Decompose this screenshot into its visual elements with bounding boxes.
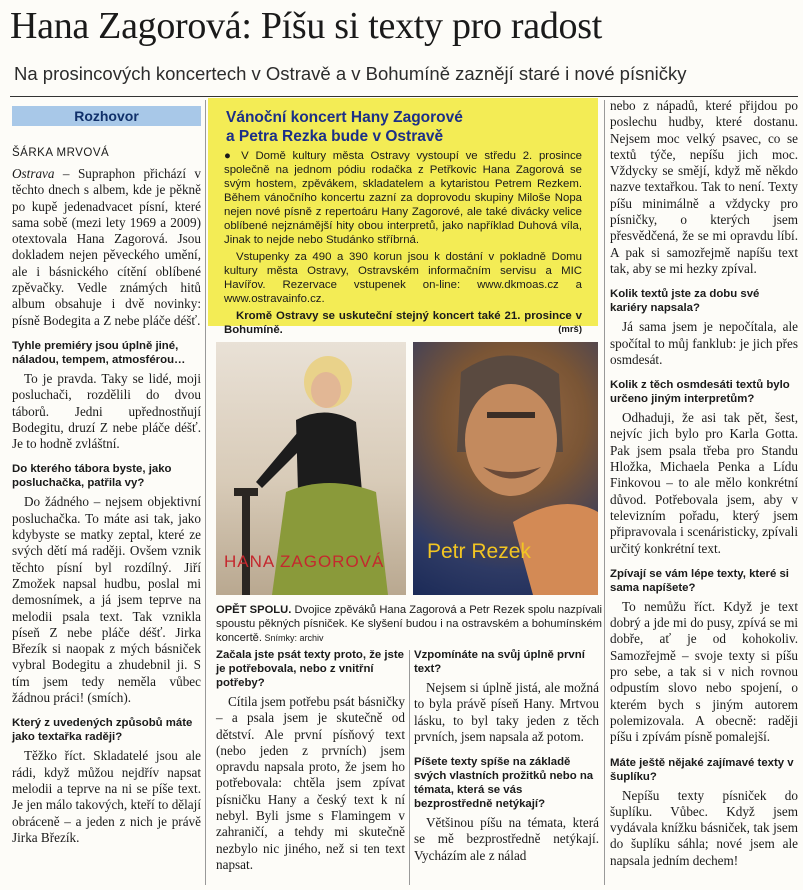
box-paragraph: ● V Domě kultury města Ostravy vystoupí ve středu 2. prosince společně na jednom pódiu rodačka z Petřkovic Hana Zagorová se svým hostem, zpěvákem, skladatelem a kytaristou Petrem Rezkem. Během vánočního koncertu zazní za doprovodu skupiny Miloše Nopa nejen nové písně z repertoáru Hany Zagorové, ale také divácky velice oblíbené nejznámější hity obou interpretů, jako například Duhová víla, Jinak to nejde nebo Studánko stříbrná. (224, 150, 582, 246)
box-bold-note: Kromě Ostravy se uskuteční stejný koncert také 21. prosince v Bohumíně. (224, 310, 582, 336)
answer: Nepíšu texty písniček do šuplíku. Vůbec. Když jsem vydávala knížku básniček, tak jsem do šuplíku sáhla; nové jsem ale napsala jedním dechem! (610, 787, 798, 868)
photo-petr-rezek (413, 342, 598, 595)
column-divider (409, 650, 410, 885)
question: Vzpomínáte na svůj úplně první text? (414, 649, 585, 675)
answer: To nemůžu říct. Když je text dobrý a jde mi do pusy, zpívá se mi dobře, ať je od kohokoliv. Samozřejmě – svoje texty si píšu pro sebe, a tak si v nich rovnou odpustím slovo nebo spojení, o kterém bych s jiným autorem polemizovala. A obecně: raději píšu i zpívám písně pomalejší. (610, 598, 798, 745)
rezek-photo-label: Petr Rezek (427, 540, 531, 563)
answer: Cítila jsem potřebu psát básničky – a psala jsem je skutečně od dětství. Ale první písňový text (nebo jeden z prvních) jsem opravdu napsala proto, že jsem ho potřebovala: chtěla jsem zpívat písničku Hany a český text k ní nebyl. Byli jsme s Flamingem v zahraničí, a tehdy mi skutečně nezbylo nic jiného, než si ten text napsat. (216, 694, 405, 872)
caption-text: Dvojice zpěváků Hana Zagorová a Petr Rezek spolu nazpívali spoustu pěkných písniček. Ke slyšení budou i na ostravském a bohumínském koncertě. (216, 604, 602, 645)
box-title (208, 98, 598, 146)
column-4 (610, 98, 798, 869)
answer: Já sama jsem je nepočítala, ale spočítal to můj fanklub: je jich přes osmdesát. (610, 319, 798, 367)
column-1 (12, 166, 201, 846)
column-2 (216, 648, 405, 873)
answer: Většinou píšu na témata, která se mě bezprostředně netýkají. Vycházím ale z nálad (414, 815, 599, 863)
answer: Odhaduji, že asi tak pět, šest, nejvíc jich bylo pro Karla Gotta. Pak jsem psala třeba pro Standu Hložka, Michaela Penka a Lídu Finkovou – to ale mělo konkrétní důvod. Potřebovala jsem, aby v televizním pořadu, který jsem připravovala i scenáristicky, zpívali určitý konkrétní text. (610, 410, 798, 556)
column-divider (604, 100, 605, 885)
box-title-line: Vánoční koncert Hany Zagorové (226, 109, 463, 126)
box-title-line: a Petra Rezka bude v Ostravě (226, 128, 444, 145)
lead-text: – Supraphon přichází v těchto dnech s albem, kde je pěkně po kupě jedenadvacet písní, které sama sobě (mezi lety 1969 a 2009) otextovala Hana Zagorová. Jsou dokladem nejen pěveckého umění, ale i básnického cítění oblíbené zpěvačky. Vedle známých hitů album obsahuje i dvě novinky: písně Bodegita a Z nebe pláče déšť. (12, 166, 201, 328)
box-paragraph: Vstupenky za 490 a 390 korun jsou k dostání v pokladně Domu kultury města Ostravy, Ostravském informačním servisu a MIC Havířov. Rezervace vstupenek on-line: www.dkmoas.cz a www.ostravainfo.cz. (224, 251, 582, 305)
question: Zpívají se vám lépe texty, které si sama napíšete? (610, 567, 789, 594)
section-tag: Rozhovor (12, 106, 201, 126)
question: Máte ještě nějaké zajímavé texty v šuplíku? (610, 756, 794, 783)
author-byline: ŠÁRKA MRVOVÁ (12, 147, 110, 159)
photo-hana-zagorova (216, 342, 406, 595)
question: Který z uvedených způsobů máte jako textařka raději? (12, 717, 193, 744)
answer: Těžko říct. Skladatelé jsou ale rádi, když můžou nejdřív napsat melodii a teprve na ni se píše text. Je jen málo takových, kteří to dělají obráceně – a jeden z nich je právě Jirka Březík. (12, 748, 201, 845)
question: Píšete texty spíše na základě svých vlastních prožitků nebo na témata, která se vás bezprostředně netýkají? (414, 756, 594, 811)
question: Do kterého tábora byste, jako posluchačka, patřila vy? (12, 463, 172, 490)
box-paragraph (224, 309, 582, 337)
hana-photo-label: HANA ZAGOROVÁ (224, 552, 385, 571)
question: Začala jste psát texty proto, že jste je potřebovala, nebo z vnitřní potřeby? (216, 649, 405, 689)
photo-caption (216, 603, 602, 646)
answer: nebo z nápadů, které přijdou po poslechu hudby, které dostanu. Nejsem moc velký psavec, co se textů týče, nepíšu jich moc. Vždycky se smějí, když mě někdo nazve textařkou. Tak to není. Texty píšu minimálně a vždycky pro písničky, o kterých jsem přesvědčená, že se mi opravdu líbí. A pak si samozřejmě napíšu text tak, aby se mi hezky zpíval. (610, 98, 798, 276)
box-signature: (mrš) (558, 324, 582, 335)
answer: To je pravda. Taky se lidé, moji posluchači, rozdělili do dvou táborů. Jedni upřednostňují Bodegitu, druzí Z nebe pláče déšť. Je to hodně zvláštní. (12, 370, 201, 452)
answer: Nejsem si úplně jistá, ale možná to byla právě píseň Hany. Mrtvou lásku, to byl taky jeden z těch prvních, jsem napsala až potom. (414, 680, 599, 744)
subheadline: Na prosincových koncertech v Ostravě a v Bohumíně zaznějí staré i nové písničky (14, 63, 687, 84)
column-3 (414, 648, 599, 864)
header-rule (10, 96, 798, 97)
question: Tyhle premiéry jsou úplně jiné, náladou, tempem, atmosférou… (12, 339, 186, 366)
lead-city: Ostrava (12, 166, 55, 181)
lead-paragraph (12, 166, 201, 329)
box-body (208, 146, 598, 337)
concert-info-box (208, 98, 598, 336)
caption-lead: OPĚT SPOLU. (216, 604, 292, 616)
headline: Hana Zagorová: Píšu si texty pro radost (10, 5, 602, 47)
column-divider (205, 100, 206, 885)
question: Kolik z těch osmdesáti textů bylo určeno jiným interpretům? (610, 379, 790, 406)
answer: Do žádného – nejsem objektivní posluchačka. To máte asi tak, jako kdybyste se matky zeptal, které ze svých dětí má raději. Ovšem vznik těchto písní byl rozdílný. Jiří Zmožek napsal hudbu, poslal mi demosnímek, a já jsem teprve na melodii psala text. Tak vznikla píseň Z nebe pláče déšť. Jirka Březík si naopak z mých básniček vybral Bodegitu a zhudebnil ji. S tím jsem tedy neměla vůbec žádnou práci! (smích). (12, 494, 201, 706)
caption-credit: Snímky: archiv (262, 633, 324, 644)
question: Kolik textů jste za dobu své kariéry napsala? (610, 288, 760, 315)
